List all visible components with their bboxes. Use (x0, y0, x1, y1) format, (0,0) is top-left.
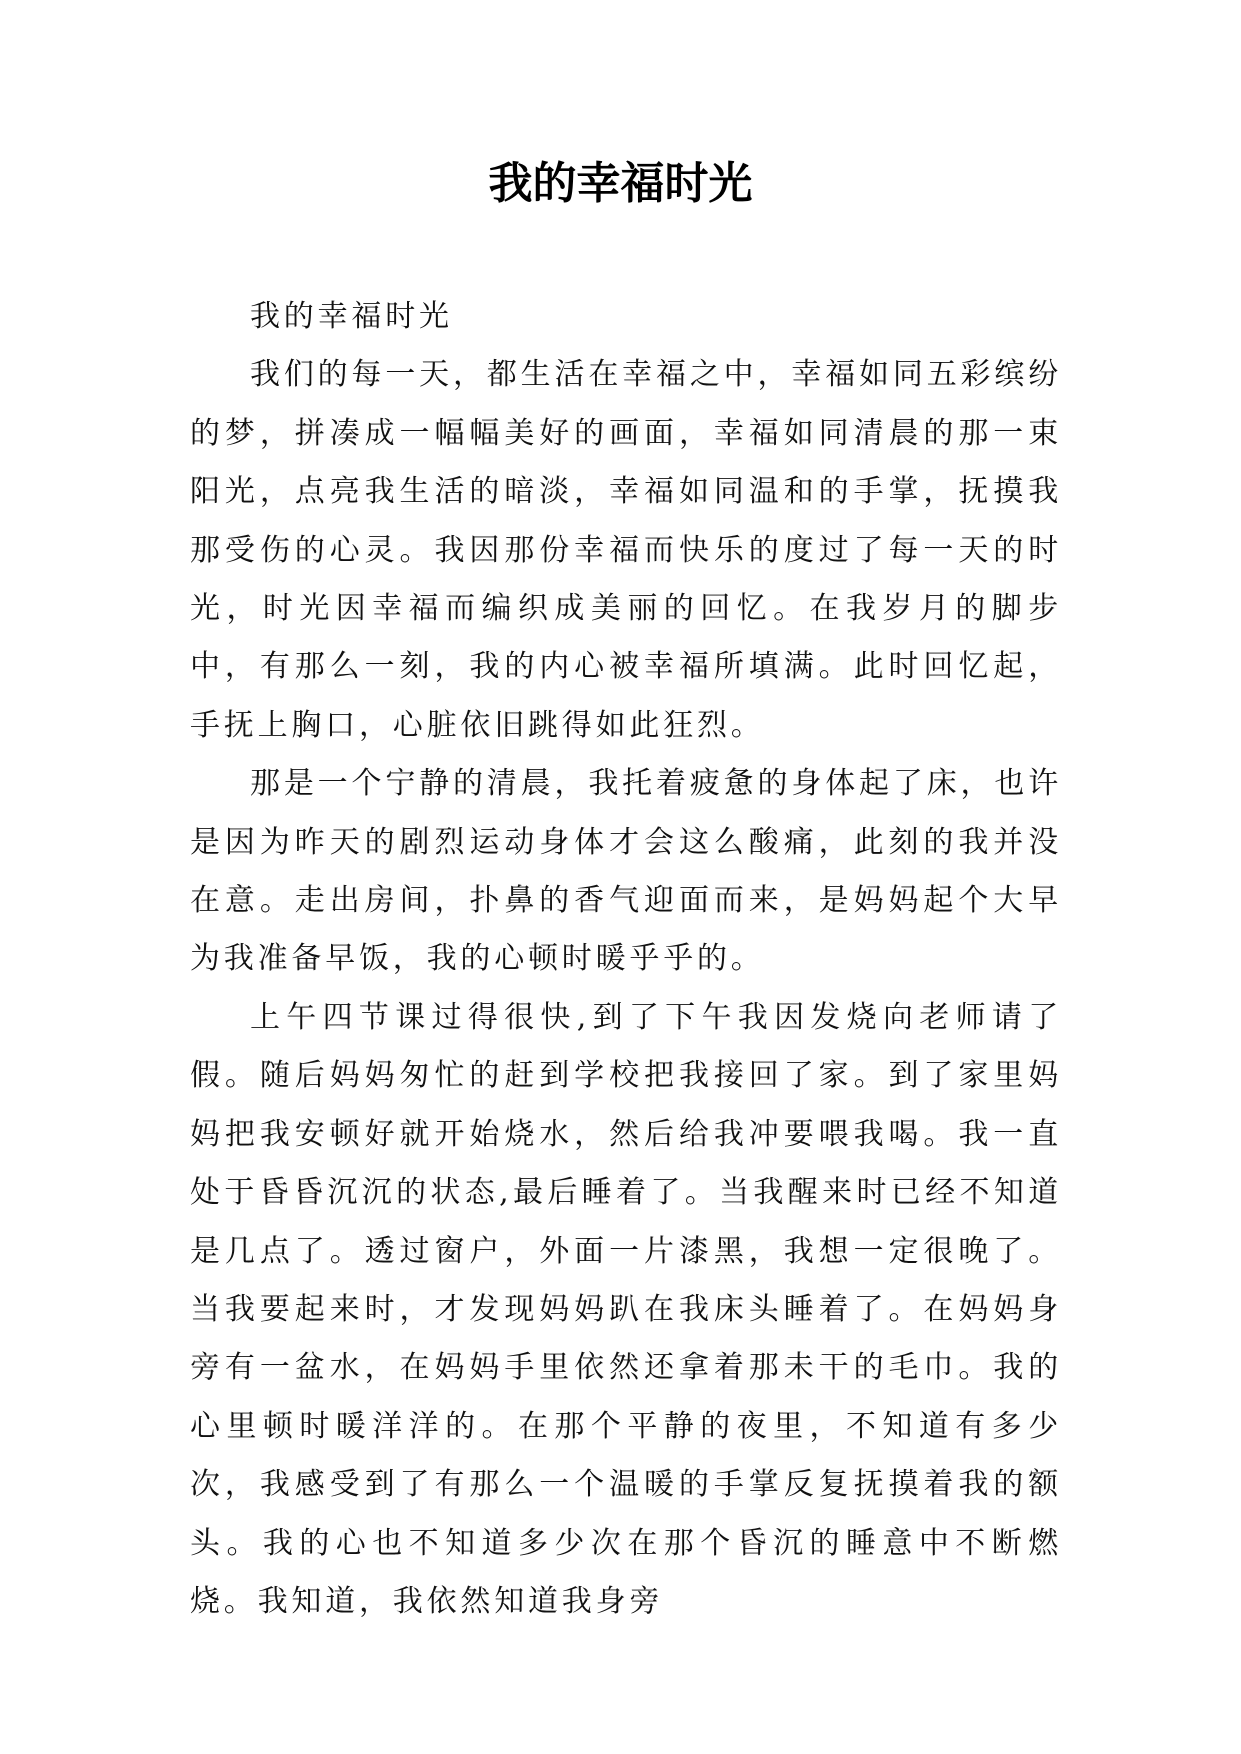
paragraph-3: 上午四节课过得很快,到了下午我因发烧向老师请了假。随后妈妈匆忙的赶到学校把我接回了家。到了家里妈妈把我安顿好就开始烧水，然后给我冲要喂我喝。我一直处于昏昏沉沉的状态,最后睡着了。当我醒来时已经不知道是几点了。透过窗户，外面一片漆黑，我想一定很晚了。当我要起来时，才发现妈妈趴在我床头睡着了。在妈妈身旁有一盆水，在妈妈手里依然还拿着那未干的毛巾。我的心里顿时暖洋洋的。在那个平静的夜里，不知道有多少次，我感受到了有那么一个温暖的手掌反复抚摸着我的额头。我的心也不知道多少次在那个昏沉的睡意中不断燃烧。我知道，我依然知道我身旁 (190, 999, 1062, 1619)
paragraph-2: 那是一个宁静的清晨，我托着疲惫的身体起了床，也许是因为昨天的剧烈运动身体才会这么酸痛，此刻的我并没在意。走出房间，扑鼻的香气迎面而来，是妈妈起个大早为我准备早饭，我的心顿时暖乎乎的。 (190, 766, 1062, 977)
paragraph-subtitle: 我的幸福时光 (250, 299, 453, 334)
document-body (190, 288, 1062, 1631)
document-title: 我的幸福时光 (488, 158, 753, 209)
paragraph-1: 我们的每一天，都生活在幸福之中，幸福如同五彩缤纷的梦，拼凑成一幅幅美好的画面，幸福如同清晨的那一束阳光，点亮我生活的暗淡，幸福如同温和的手掌，抚摸我那受伤的心灵。我因那份幸福而快乐的度过了每一天的时光，时光因幸福而编织成美丽的回忆。在我岁月的脚步中，有那么一刻，我的内心被幸福所填满。此时回忆起，手抚上胸口，心脏依旧跳得如此狂烈。 (190, 357, 1062, 743)
